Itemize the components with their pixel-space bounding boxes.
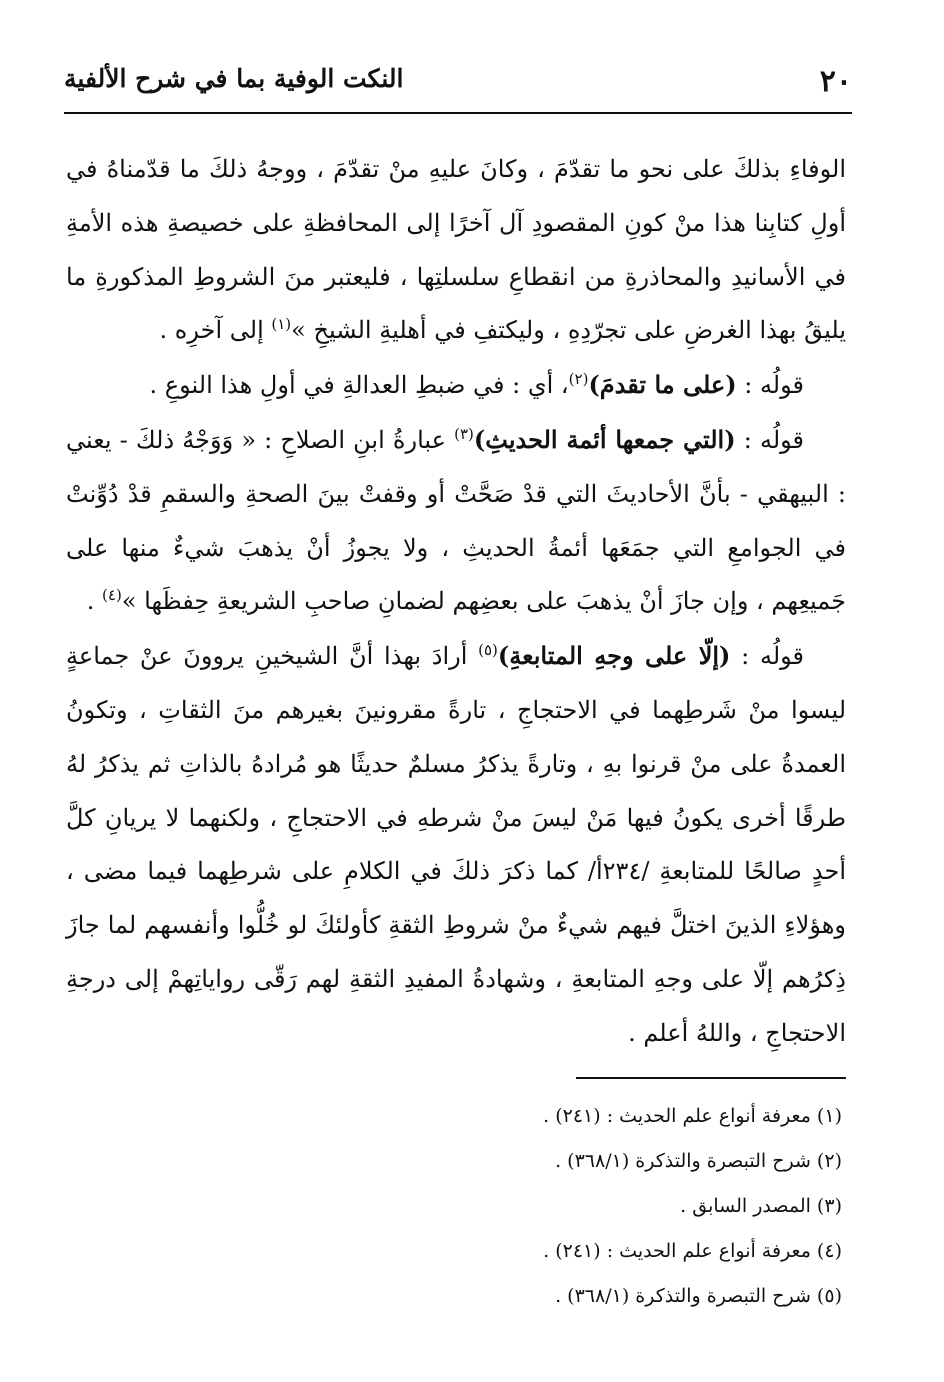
page-header xyxy=(64,60,852,108)
paragraph-text: إلى آخرِه . xyxy=(159,316,272,345)
running-title: النكت الوفية بما في شرح الألفية xyxy=(64,64,404,93)
quoted-lemma: (التي جمعها أئمة الحديثِ) xyxy=(473,424,736,454)
footnotes xyxy=(66,1094,842,1319)
footnote-2: (٢) شرح التبصرة والتذكرة (٣٦٨/١) . xyxy=(555,1150,842,1172)
footnote-reference: (١) xyxy=(271,315,292,334)
footnote-reference: (٤) xyxy=(102,586,122,605)
paragraph-text: . xyxy=(86,587,103,616)
page-number: ٢٠ xyxy=(819,64,852,99)
footnote-reference: (٣) xyxy=(454,424,474,443)
paragraph xyxy=(66,413,846,629)
footnote-5: (٥) شرح التبصرة والتذكرة (٣٦٨/١) . xyxy=(555,1285,842,1307)
footnote-4: (٤) معرفة أنواع علم الحديث : (٢٤١) . xyxy=(543,1240,842,1262)
footnote-1: (١) معرفة أنواع علم الحديث : (٢٤١) . xyxy=(543,1105,842,1127)
quoted-lemma: (إلّا على وجهِ المتابعةِ) xyxy=(497,641,731,671)
footnote-3: (٣) المصدر السابق . xyxy=(680,1195,842,1217)
body-text xyxy=(66,143,846,1061)
paragraph-text: ، أي : في ضبطِ العدالةِ في أولِ هذا النوعِ . xyxy=(149,371,569,400)
paragraph-text: قولُه : xyxy=(736,371,804,400)
paragraph-text: الوفاءِ بذلكَ على نحو ما تقدّمَ ، وكانَ عليهِ منْ تقدّمَ ، ووجهُ ذلكَ ما قدّمناهُ في أولِ كتابِنا هذا منْ كونِ المقصودِ آل آخرًا إلى المحافظةِ على خصيصةِ هذه الأمةِ في الأسانيدِ والمحاذرةِ من انقطاعِ سلسلتِها ، فليعتبر منَ الشروطِ المذكورةِ ما يليقُ بهذا الغرضِ على تجرّدِهِ ، وليكتفِ في أهليةِ الشيخِ » xyxy=(66,155,846,345)
quoted-lemma: (على ما تقدمَ) xyxy=(588,370,737,400)
paragraph xyxy=(66,358,846,413)
header-rule xyxy=(64,112,852,114)
footnote-reference: (٥) xyxy=(478,641,498,660)
footnote-separator xyxy=(576,1077,846,1079)
paragraph xyxy=(66,629,846,1060)
paragraph-text: قولُه : xyxy=(735,425,805,454)
paragraph xyxy=(66,143,846,358)
paragraph-text: أرادَ بهذا أنَّ الشيخينِ يروونَ عنْ جماعةٍ ليسوا منْ شَرطِهما في الاحتجاجِ ، تارةً مقرونينَ بغيرهم منَ الثقاتِ ، وتكونُ العمدةُ على منْ قرنوا بهِ ، وتارةً يذكرُ مسلمٌ حديثًا هو مُرادهُ بالذاتِ ثم يذكرُ لهُ طرقًا أخرى يكونُ فيها مَنْ ليسَ منْ شرطهِ في الاحتجاجِ ، ولكنهما لا يريانِ كلَّ أحدٍ صالحًا للمتابعةِ /٢٣٤أ/ كما ذكرَ ذلكَ في الكلامِ على شرطِهما فيما مضى ، وهؤلاءِ الذينَ اختلَّ فيهم شيءٌ منْ شروطِ الثقةِ كأولئكَ لو خُلُّوا وأنفسهم لما جازَ ذِكرُهم إلّا على وجهِ المتابعةِ ، وشهادةُ المفيدِ الثقةِ لهم رَقّى رواياتِهمْ إلى درجةِ الاحتجاجِ ، واللهُ أعلم . xyxy=(66,642,847,1047)
footnote-reference: (٢) xyxy=(568,370,589,389)
paragraph-text: قولُه : xyxy=(730,642,804,671)
paragraph-text: عبارةُ ابنِ الصلاحِ : « وَوَجْهُ ذلكَ - يعني : البيهقي - بأنَّ الأحاديثَ التي قدْ صَحَّتْ أو وقفتْ بينَ الصحةِ والسقمِ قدْ دُوِّنتْ في الجوامعِ التي جمَعَها أئمةُ الحديثِ ، ولا يجوزُ أنْ يذهبَ شيءٌ منها على جَميعِهم ، وإن جازَ أنْ يذهبَ على بعضِهم لضمانِ صاحبِ الشريعةِ حِفظَها » xyxy=(66,425,847,616)
